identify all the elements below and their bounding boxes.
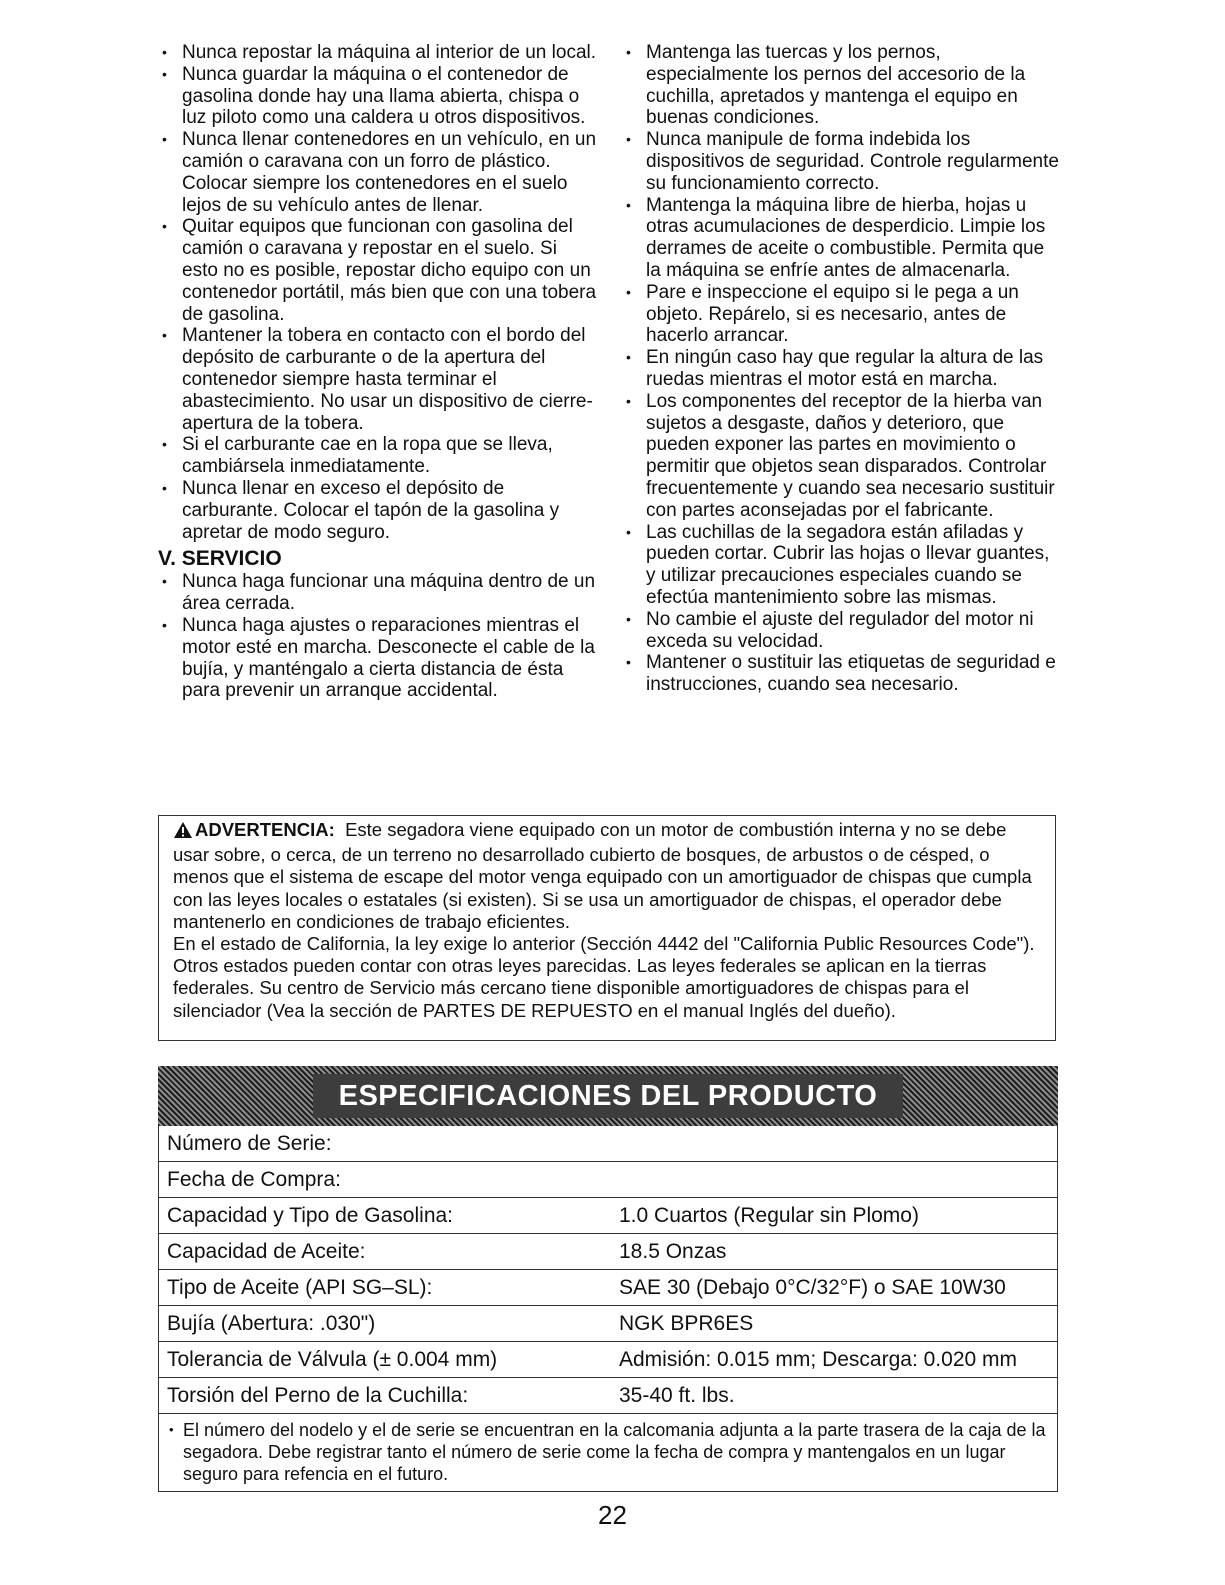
list-item: • En ningún caso hay que regular la altura de las ruedas mientras el motor está en marcha. — [626, 347, 1044, 390]
spec-value — [611, 1162, 1058, 1198]
bullet-icon: • — [169, 1422, 174, 1437]
bullet-icon: • — [162, 44, 167, 60]
list-item: • El número del nodelo y el de serie se encuentran en la calcomania adjunta a la parte trasera de la caja de la segadora. Debe registrar tanto el número de serie come la fecha de compra y mantengalos en un lugar seguro para refencia en el futuro. — [169, 1420, 1046, 1484]
list-item: • Si el carburante cae en la ropa que se lleva, cambiársela inmediatamente. — [162, 434, 553, 478]
list-item: • Los componentes del receptor de la hierba van sujetos a desgaste, daños y deterioro, que pueden exponer las partes en movimiento o permitir que objetos sean disparados. Controlar frecuentemente y cuando sea necesario sustituir con partes aconsejadas por el fabricante. — [626, 390, 1055, 521]
bullet-icon: • — [162, 616, 167, 633]
spec-label: Tipo de Aceite (API SG–SL): — [159, 1270, 612, 1306]
list-item: • Mantener o sustituir las etiquetas de seguridad e instrucciones, cuando sea necesario. — [626, 652, 1056, 696]
spec-value — [611, 1126, 1058, 1162]
list-item: • No cambie el ajuste del regulador del motor ni exceda su velocidad. — [626, 608, 1034, 652]
specs-title: ESPECIFICACIONES DEL PRODUCTO — [313, 1074, 904, 1118]
warning-text: Este segadora viene equipado con un motor de combustión interna y no se debe usar sobre, o cerca, de un terreno no desarrollado cubierto de bosques, de arbustos o de césped, o menos que el sistema de escape del motor venga equipado con un amortiguador de chispas que cumpla con las leyes locales o estatales (si existen). Si se usa un amortiguador de chispas, el operador debe mantenerlo en condiciones de trabajo eficientes. — [173, 819, 1032, 932]
right-column — [622, 42, 1062, 696]
specs-banner — [158, 1066, 1058, 1126]
spec-label: Bujía (Abertura: .030") — [159, 1306, 612, 1342]
warning-triangle-icon — [173, 821, 193, 844]
table-row — [159, 1126, 1058, 1162]
list-item: • Nunca llenar contenedores en un vehículo, en un camión o caravana con un forro de plástico. Colocar siempre los contenedores en el suelo lejos de su vehículo antes de llenar. — [162, 129, 597, 216]
list-item: • Nunca guardar la máquina o el contenedor de gasolina donde hay una llama abierta, chispa o luz piloto como una caldera u otros dispositivos. — [162, 63, 586, 129]
service-list — [158, 571, 598, 702]
list-item: • Mantener la tobera en contacto con el bordo del depósito de carburante o de la apertura del contenedor siempre hasta terminar el abastecimiento. No usar un dispositivo de cierre-apertura de la tobera. — [162, 325, 593, 434]
table-row — [159, 1198, 1058, 1234]
spec-value: Admisión: 0.015 mm; Descarga: 0.020 mm — [611, 1342, 1058, 1378]
bullet-icon: • — [626, 523, 631, 540]
table-row — [159, 1378, 1058, 1414]
spec-value: NGK BPR6ES — [611, 1306, 1058, 1342]
spec-label: Tolerancia de Válvula (± 0.004 mm) — [159, 1342, 612, 1378]
list-item: • Nunca llenar en exceso el depósito de carburante. Colocar el tapón de la gasolina y apretar de modo seguro. — [162, 477, 560, 543]
bullet-icon: • — [162, 436, 167, 453]
bullet-icon: • — [162, 218, 167, 235]
product-specifications — [158, 1066, 1058, 1492]
spec-label: Número de Serie: — [159, 1126, 612, 1162]
bullet-icon: • — [626, 392, 631, 409]
spec-value: SAE 30 (Debajo 0°C/32°F) o SAE 10W30 — [611, 1270, 1058, 1306]
table-row — [159, 1270, 1058, 1306]
bullet-icon: • — [162, 479, 167, 496]
bullet-icon: • — [162, 327, 167, 344]
bullet-icon: • — [626, 654, 631, 671]
spec-value: 18.5 Onzas — [611, 1234, 1058, 1270]
list-item: • Quitar equipos que funcionan con gasolina del camión o caravana y repostar en el suelo. Si esto no es posible, repostar dicho equipo con un contenedor portátil, más bien que con una tobera de gasolina. — [162, 216, 597, 325]
spec-value: 1.0 Cuartos (Regular sin Plomo) — [611, 1198, 1058, 1234]
warning-paragraph: En el estado de California, la ley exige lo anterior (Sección 4442 del "California Public Resources Code"). Otros estados pueden contar con otras leyes parecidas. Las leyes federales se aplican en la tierras federales. Su centro de Servicio más cercano tiene disponible amortiguadores de chispas para el silenciador (Vea la sección de PARTES DE REPUESTO en el manual Inglés del dueño). — [173, 933, 1035, 1021]
list-item: • Pare e inspeccione el equipo si le pega a un objeto. Repárelo, si es necesario, antes de hacerlo arrancar. — [626, 281, 1019, 347]
spec-label: Fecha de Compra: — [159, 1162, 612, 1198]
list-item: • Las cuchillas de la segadora están afiladas y pueden cortar. Cubrir las hojas o llevar guantes, y utilizar precauciones especiales cuando se efectúa mantenimiento sobre las mismas. — [626, 521, 1050, 608]
spec-label: Capacidad y Tipo de Gasolina: — [159, 1198, 612, 1234]
list-item: • Mantenga las tuercas y los pernos, especialmente los pernos del accesorio de la cuchilla, apretados y mantenga el equipo en buenas condiciones. — [626, 42, 1026, 129]
warning-paragraph — [173, 819, 1041, 933]
fueling-safety-list — [158, 42, 598, 543]
bullet-icon: • — [162, 131, 167, 148]
bullet-icon: • — [626, 131, 631, 148]
spec-label: Capacidad de Aceite: — [159, 1234, 612, 1270]
specs-note — [158, 1414, 1058, 1492]
list-item: • Nunca haga funcionar una máquina dentro de un área cerrada. — [162, 571, 596, 615]
list-item: • Nunca haga ajustes o reparaciones mientras el motor esté en marcha. Desconecte el cable de la bujía, y manténgalo a cierta distancia de ésta para prevenir un arranque accidental. — [162, 614, 595, 702]
bullet-icon: • — [626, 283, 631, 300]
list-item: • Nunca repostar la máquina al interior de un local. — [162, 42, 597, 63]
table-row — [159, 1234, 1058, 1270]
bullet-icon: • — [626, 610, 631, 627]
bullet-icon: • — [162, 573, 167, 590]
warning-box — [158, 815, 1056, 1041]
list-item: • Mantenga la máquina libre de hierba, hojas u otras acumulaciones de desperdicio. Limpie los derrames de aceite o combustible. Permita que la máquina se enfríe antes de almacenarla. — [626, 194, 1046, 281]
table-row — [159, 1306, 1058, 1342]
spec-value: 35-40 ft. lbs. — [611, 1378, 1058, 1414]
list-item: • Nunca manipule de forma indebida los dispositivos de seguridad. Controle regularmente su funcionamiento correcto. — [626, 129, 1059, 194]
spec-label: Torsión del Perno de la Cuchilla: — [159, 1378, 612, 1414]
bullet-icon: • — [162, 65, 167, 82]
left-column — [158, 42, 598, 702]
specs-table — [158, 1126, 1058, 1414]
bullet-icon: • — [626, 196, 631, 213]
maintenance-list — [622, 42, 1062, 696]
table-row — [159, 1162, 1058, 1198]
bullet-icon: • — [626, 349, 631, 366]
bullet-icon: • — [626, 44, 631, 60]
section-heading: V. SERVICIO — [158, 547, 282, 571]
table-row — [159, 1342, 1058, 1378]
warning-label: ADVERTENCIA: — [195, 819, 335, 840]
page-number: 22 — [598, 1500, 627, 1530]
